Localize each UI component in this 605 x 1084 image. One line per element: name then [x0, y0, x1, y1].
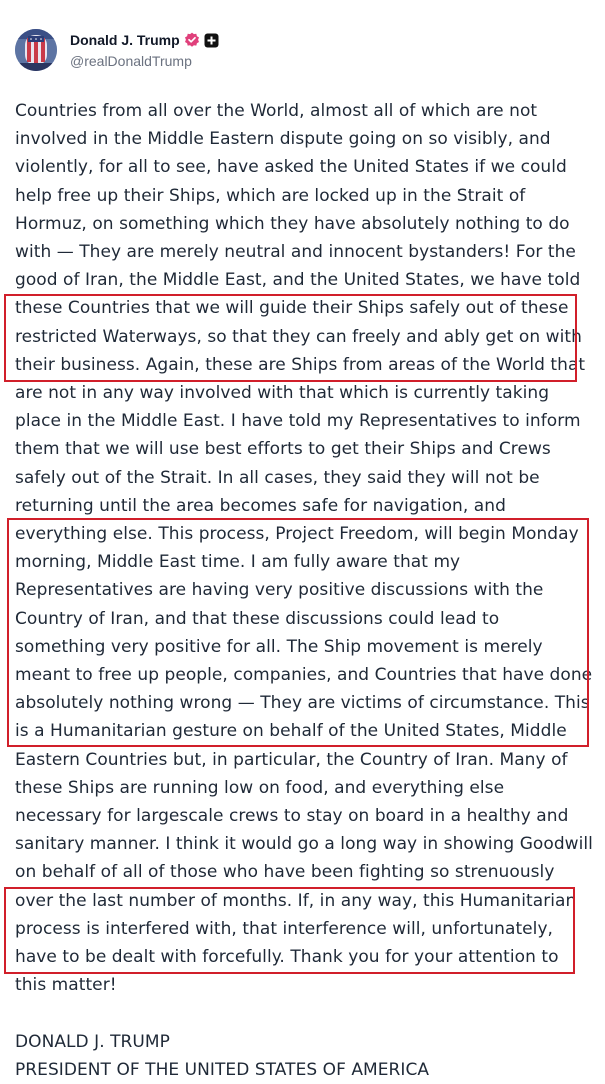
post-text: Countries from all over the World, almost all of which are not involved in the Middle Eastern dispute going on so visibly, and violently, for all to see, have asked the United States if we could help free up their Ships, which are locked up in the Strait of Hormuz, on something which they have absolutely nothing to do with — They are merely neutral and innocent bystanders! For the good of Iran, the Middle East, and the United States, we have told these Countries that we will guide their Ships safely out of these restricted Waterways, so that they can freely and ably get on with their business. Again, these are Ships from areas of the World that are not in any way involved with that which is currently taking place in the Middle East. I have told my Representatives to inform them that we will use best efforts to get their Ships and Crews safely out of the Strait. In all cases, they said they will not be returning until the area becomes safe for navigation, and everything else. This process, Project Freedom, will begin Monday morning, Middle East time. I am fully aware that my Representatives are having very positive discussions with the Country of Iran, and that these discussions could lead to something very positive for all. The Ship movement is merely meant to free up people, companies, and Countries that have done absolutely nothing wrong — They are victims of circumstance. This is a Humanitarian gesture on behalf of the United States, Middle Eastern Countries but, in particular, the Country of Iran. Many of these Ships are running low on food, and everything else necessary for largescale crews to stay on board in a healthy and sanitary manner. I think it would go a long way in showing Goodwill on behalf of all of those who have been fighting so strenuously over the last number of months. If, in any way, this Humanitarian process is interfered with, that interference will, unfortunately, have to be dealt with forcefully. Thank you for your attention to this matter! — [15, 101, 593, 996]
avatar[interactable] — [15, 29, 57, 71]
author-handle[interactable]: @realDonaldTrump — [70, 53, 192, 69]
post-signature — [15, 1028, 595, 1084]
verified-badge-icon — [184, 32, 200, 48]
avatar-image — [15, 29, 57, 71]
plus-icon[interactable] — [204, 33, 219, 48]
post-header — [15, 28, 595, 72]
author-display-name[interactable]: Donald J. Trump — [70, 32, 180, 48]
author-name-row — [70, 32, 219, 48]
post-body — [15, 97, 595, 1084]
signature-name: DONALD J. TRUMP — [15, 1031, 170, 1052]
signature-title: PRESIDENT OF THE UNITED STATES OF AMERICA — [15, 1059, 430, 1080]
